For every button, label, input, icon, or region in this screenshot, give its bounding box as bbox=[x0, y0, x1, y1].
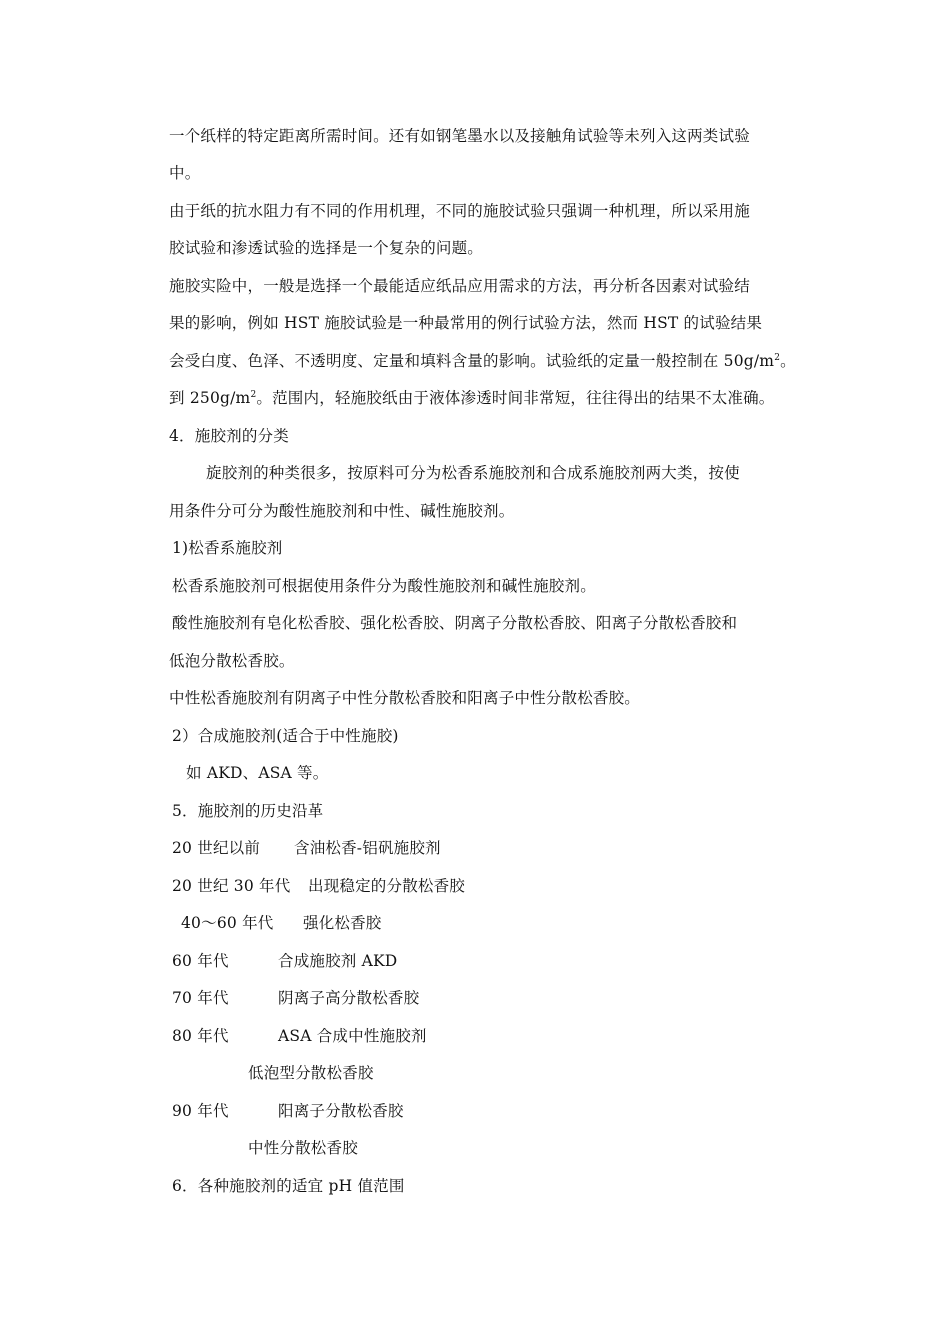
history-period: 60 年代 bbox=[172, 952, 229, 970]
history-event: 中性分散松香胶 bbox=[248, 1139, 358, 1157]
subheading-rosin-sizing: 1)松香系施胶剂 bbox=[172, 539, 283, 557]
history-row bbox=[172, 1101, 404, 1121]
acid-sizing-line-1: 酸性施胶剂有皂化松香胶、强化松香胶、阴离子分散松香胶、阳离子分散松香胶和 bbox=[172, 614, 738, 632]
acid-sizing-line-2: 低泡分散松香胶。 bbox=[169, 652, 295, 670]
history-event: 出现稳定的分散松香胶 bbox=[308, 877, 466, 895]
superscript-2: 2 bbox=[250, 390, 257, 400]
paragraph-3-line-3-end: 。 bbox=[780, 352, 796, 370]
history-event: 强化松香胶 bbox=[303, 914, 382, 932]
history-event: 低泡型分散松香胶 bbox=[248, 1064, 374, 1082]
section-4-heading: 4．施胶剂的分类 bbox=[169, 427, 289, 445]
subheading-synthetic-sizing: 2）合成施胶剂(适合于中性施胶) bbox=[172, 727, 399, 745]
history-row bbox=[172, 1026, 427, 1046]
history-event: ASA 合成中性施胶剂 bbox=[278, 1027, 427, 1045]
history-period: 80 年代 bbox=[172, 1027, 229, 1045]
history-row bbox=[172, 838, 441, 858]
history-event: 合成施胶剂 AKD bbox=[278, 952, 398, 970]
paragraph-3-line-3 bbox=[169, 351, 796, 371]
paragraph-1-line-2: 中。 bbox=[169, 164, 201, 182]
history-period: 90 年代 bbox=[172, 1102, 229, 1120]
paragraph-3-line-4-end: 。范围内，轻施胶纸由于液体渗透时间非常短，往往得出的结果不太准确。 bbox=[256, 389, 775, 407]
history-period: 20 世纪 30 年代 bbox=[172, 877, 291, 895]
history-row bbox=[181, 913, 382, 933]
section-4-intro-line-2: 用条件分可分为酸性施胶剂和中性、碱性施胶剂。 bbox=[169, 502, 515, 520]
paragraph-3-line-4-start: 到 250g/m bbox=[169, 389, 251, 407]
paragraph-2-line-1: 由于纸的抗水阻力有不同的作用机理，不同的施胶试验只强调一种机理，所以采用施 bbox=[169, 202, 750, 220]
paragraph-3-line-4 bbox=[169, 388, 775, 408]
history-period: 20 世纪以前 bbox=[172, 839, 261, 857]
history-event: 阴离子高分散松香胶 bbox=[278, 989, 420, 1007]
history-period: 70 年代 bbox=[172, 989, 229, 1007]
neutral-rosin-text: 中性松香施胶剂有阴离子中性分散松香胶和阳离子中性分散松香胶。 bbox=[169, 689, 641, 707]
section-6-heading: 6．各种施胶剂的适宜 pH 值范围 bbox=[172, 1177, 405, 1195]
rosin-sizing-text: 松香系施胶剂可根据使用条件分为酸性施胶剂和碱性施胶剂。 bbox=[172, 577, 596, 595]
paragraph-2-line-2: 胶试验和渗透试验的选择是一个复杂的问题。 bbox=[169, 239, 484, 257]
history-row bbox=[172, 951, 398, 971]
history-row bbox=[172, 876, 466, 896]
synthetic-sizing-examples: 如 AKD、ASA 等。 bbox=[186, 764, 329, 782]
superscript-2: 2 bbox=[774, 353, 781, 363]
history-event: 含油松香-铝矾施胶剂 bbox=[294, 839, 441, 857]
paragraph-1-line-1: 一个纸样的特定距离所需时间。还有如钢笔墨水以及接触角试验等未列入这两类试验 bbox=[169, 127, 750, 145]
section-4-intro-line-1: 旋胶剂的种类很多，按原料可分为松香系施胶剂和合成系施胶剂两大类，按使 bbox=[206, 464, 740, 482]
paragraph-3-line-3-text: 会受白度、色泽、不透明度、定量和填料含量的影响。试验纸的定量一般控制在 50g/m bbox=[169, 352, 775, 370]
history-row bbox=[172, 988, 420, 1008]
paragraph-3-line-1: 施胶实险中，一般是选择一个最能适应纸品应用需求的方法，再分析各因素对试验结 bbox=[169, 277, 750, 295]
history-event: 阳离子分散松香胶 bbox=[278, 1102, 404, 1120]
paragraph-3-line-2: 果的影响，例如 HST 施胶试验是一种最常用的例行试验方法，然而 HST 的试验结果 bbox=[169, 314, 763, 332]
section-5-heading: 5．施胶剂的历史沿革 bbox=[172, 802, 324, 820]
history-period: 40～60 年代 bbox=[181, 914, 274, 932]
